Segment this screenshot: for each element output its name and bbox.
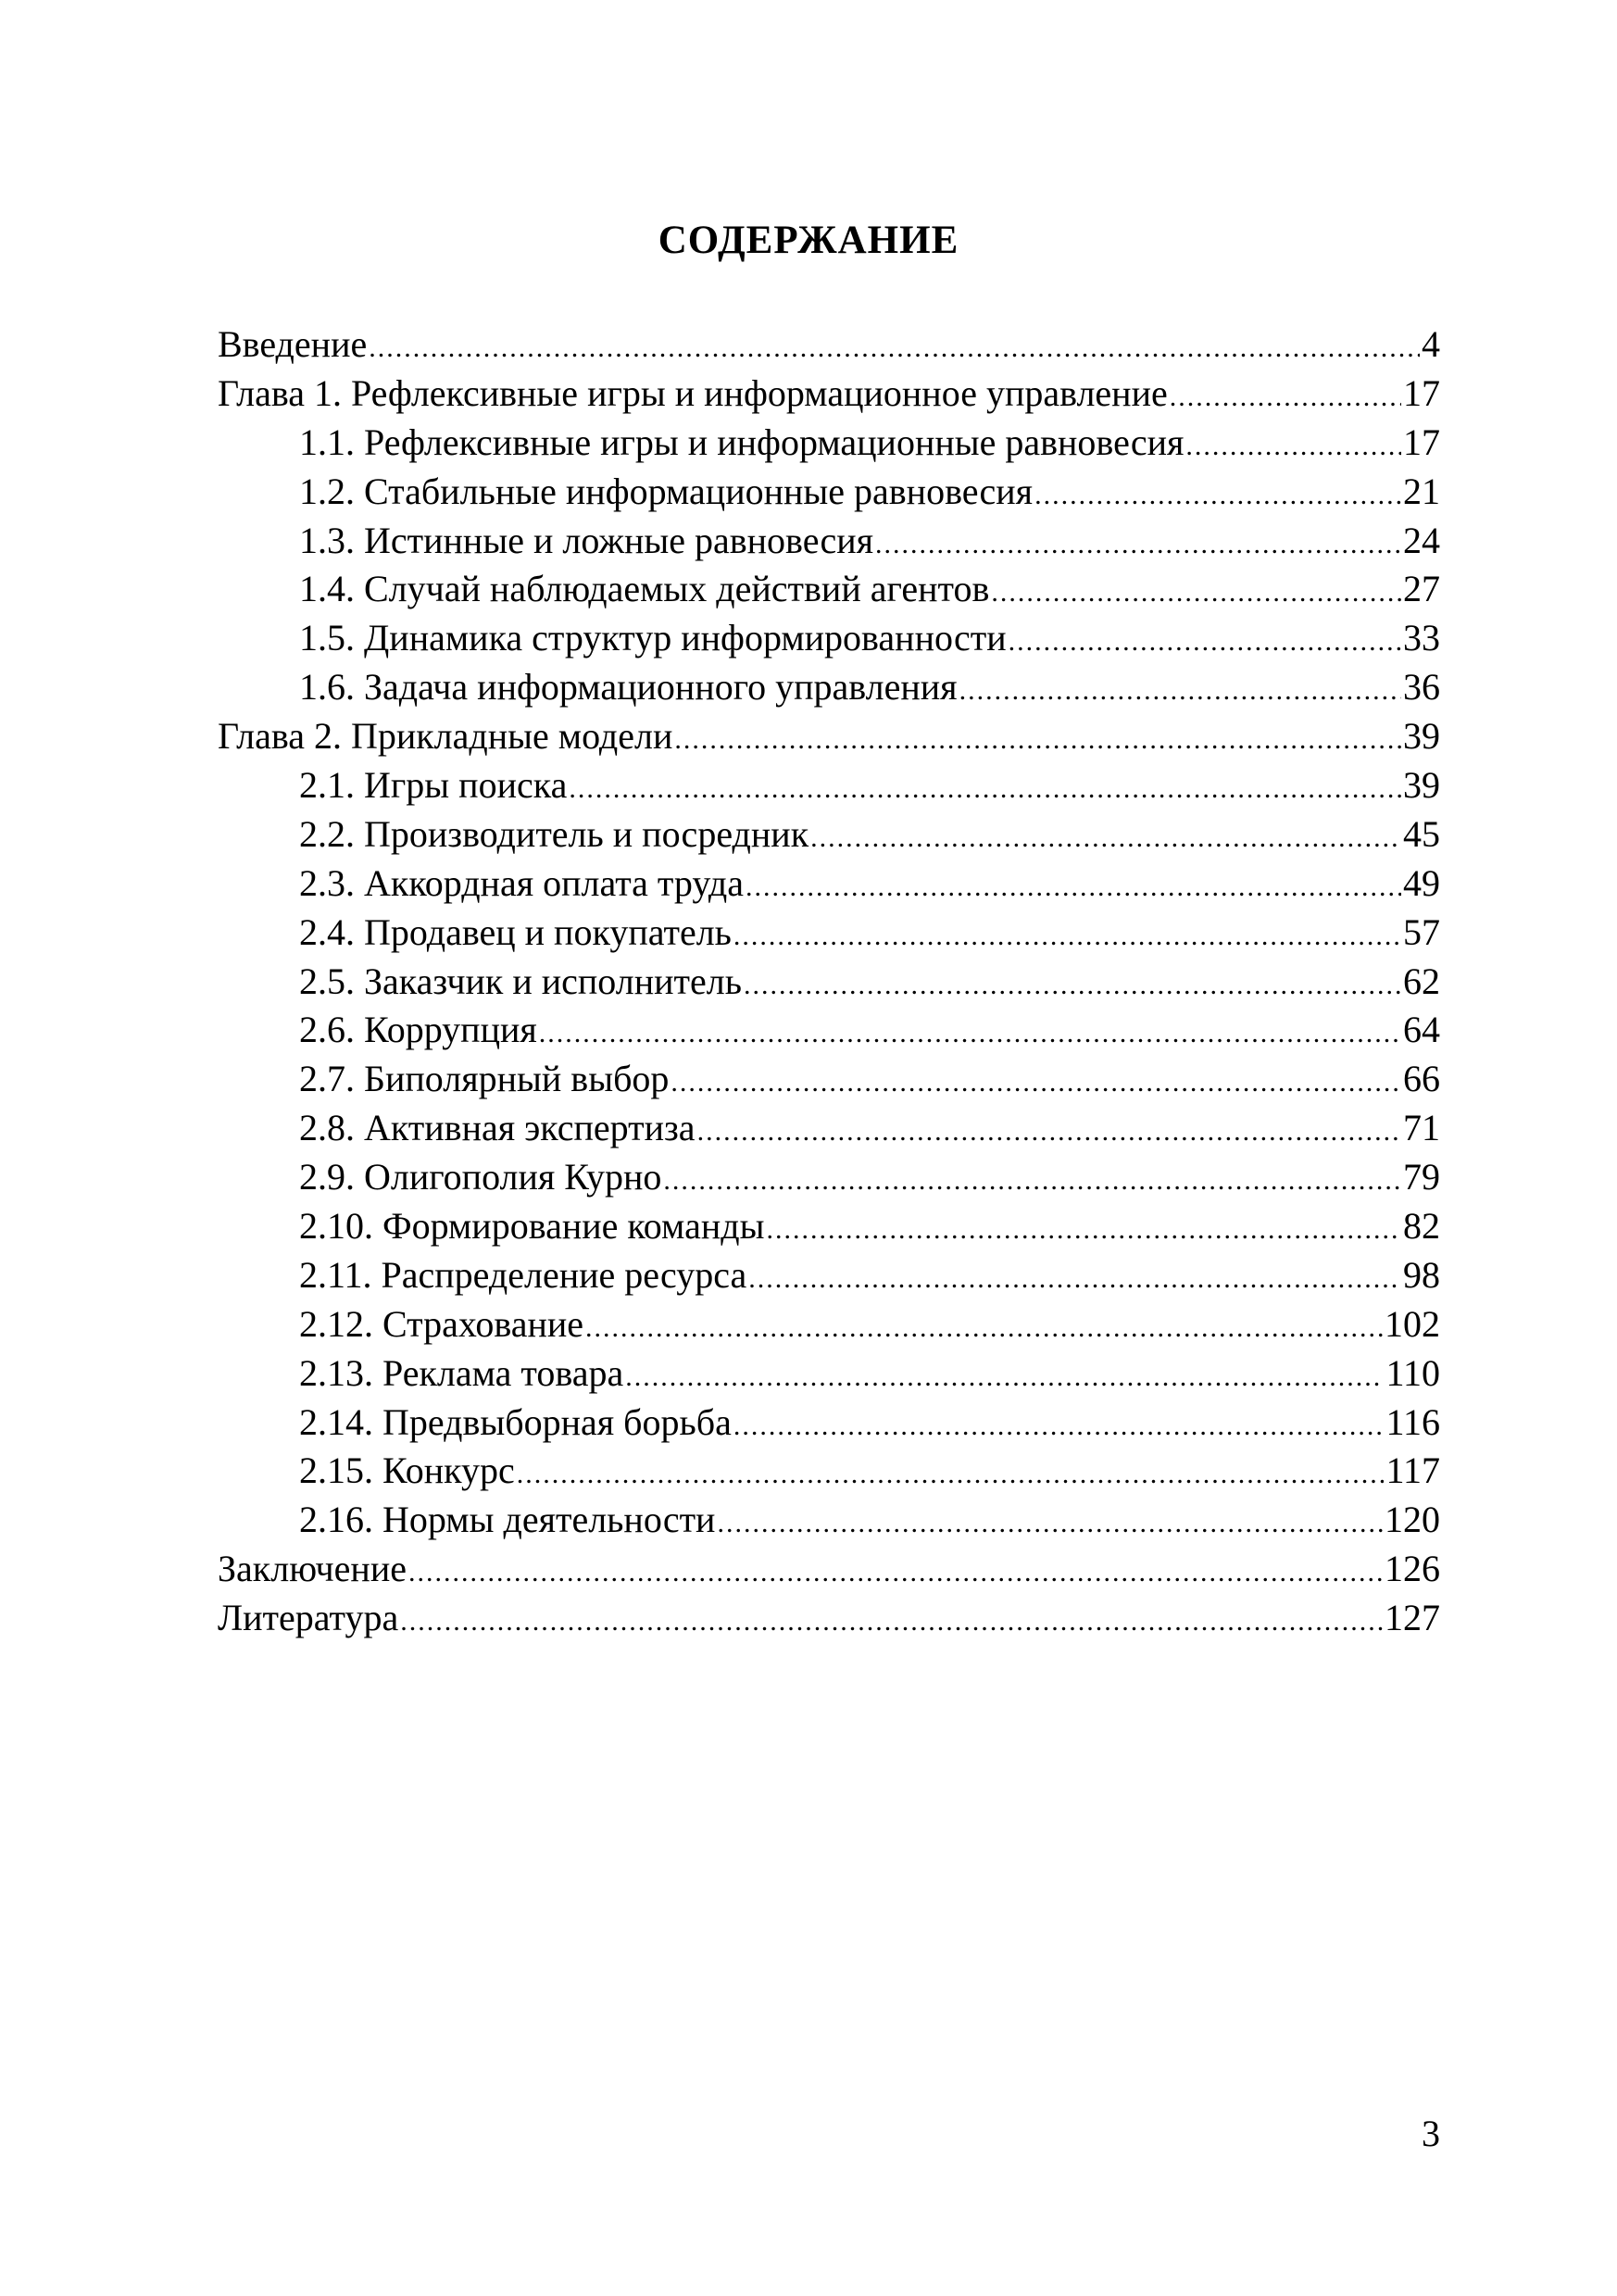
toc-entry-page: 49 <box>1403 861 1440 904</box>
toc-entry-title: 2.8. Активная экспертиза <box>299 1107 696 1149</box>
toc-entry-title: 2.7. Биполярный выбор <box>299 1058 670 1100</box>
toc-entry-page: 4 <box>1422 323 1440 365</box>
toc-entry-page: 62 <box>1403 960 1440 1002</box>
page-number: 3 <box>1422 2113 1440 2154</box>
toc-entry-page: 110 <box>1385 1351 1440 1394</box>
toc-entry[interactable] <box>218 1545 1440 1594</box>
toc-entry-title: Литература <box>218 1597 399 1639</box>
toc-entry-title: 2.13. Реклама товара <box>299 1351 624 1394</box>
toc-dot-leader <box>671 1059 1401 1107</box>
toc-entry-title: 2.10. Формирование команды <box>299 1205 765 1248</box>
toc-entry[interactable] <box>218 614 1440 663</box>
toc-entry-page: 66 <box>1403 1058 1440 1100</box>
toc-entry[interactable] <box>218 1349 1440 1399</box>
toc-entry-page: 64 <box>1403 1009 1440 1051</box>
toc-entry-page: 102 <box>1385 1302 1440 1345</box>
toc-entry-page: 17 <box>1403 371 1440 414</box>
toc-dot-leader <box>748 1255 1401 1303</box>
toc-dot-leader <box>810 814 1401 862</box>
toc-entry-title: 2.14. Предвыборная борьба <box>299 1400 732 1443</box>
toc-dot-leader <box>1185 422 1401 470</box>
toc-entry-page: 39 <box>1403 764 1440 807</box>
toc-dot-leader <box>674 716 1401 764</box>
toc-entry-title: 2.9. Олигополия Курно <box>299 1156 662 1198</box>
toc-entry[interactable] <box>218 1006 1440 1055</box>
toc-entry-page: 82 <box>1403 1205 1440 1248</box>
toc-dot-leader <box>1170 373 1401 421</box>
toc-entry-page: 57 <box>1403 910 1440 953</box>
toc-entry[interactable] <box>218 468 1440 517</box>
toc-dot-leader <box>959 667 1401 715</box>
toc-entry-title: 2.2. Производитель и посредник <box>299 812 809 855</box>
toc-dot-leader <box>1009 618 1401 666</box>
toc-entry[interactable] <box>218 1594 1440 1643</box>
toc-dot-leader <box>539 1010 1401 1058</box>
toc-entry-title: Глава 1. Рефлексивные игры и информационное управление <box>218 371 1168 414</box>
toc-dot-leader <box>408 1549 1383 1597</box>
toc-entry-title: 2.6. Коррупция <box>299 1009 537 1051</box>
toc-entry-page: 79 <box>1403 1156 1440 1198</box>
toc-entry-title: 1.4. Случай наблюдаемых действий агентов <box>299 568 990 610</box>
toc-entry-title: 2.16. Нормы деятельности <box>299 1499 716 1541</box>
toc-entry[interactable] <box>218 859 1440 909</box>
toc-entry[interactable] <box>218 712 1440 761</box>
table-of-contents <box>218 320 1440 1643</box>
toc-entry-page: 45 <box>1403 812 1440 855</box>
toc-entry-title: 1.2. Стабильные информационные равновесия <box>299 470 1034 512</box>
toc-entry[interactable] <box>218 663 1440 712</box>
toc-dot-leader <box>733 1402 1385 1450</box>
toc-entry-title: Введение <box>218 323 368 365</box>
toc-dot-leader <box>733 912 1401 960</box>
toc-dot-leader <box>400 1598 1383 1646</box>
toc-entry-title: 1.5. Динамика структур информированности <box>299 617 1007 659</box>
toc-entry[interactable] <box>218 370 1440 419</box>
toc-entry[interactable] <box>218 1104 1440 1153</box>
toc-dot-leader <box>1034 471 1401 520</box>
toc-entry[interactable] <box>218 1251 1440 1300</box>
toc-dot-leader <box>625 1353 1384 1401</box>
toc-entry-page: 27 <box>1403 568 1440 610</box>
toc-entry[interactable] <box>218 909 1440 958</box>
page-title: СОДЕРЖАНИЕ <box>658 219 959 262</box>
toc-dot-leader <box>744 961 1401 1010</box>
toc-dot-leader <box>746 863 1401 911</box>
toc-entry[interactable] <box>218 810 1440 859</box>
toc-entry-title: 2.1. Игры поиска <box>299 764 568 807</box>
toc-entry-title: 1.3. Истинные и ложные равновесия <box>299 519 874 561</box>
toc-entry-title: 1.1. Рефлексивные игры и информационные равновесия <box>299 420 1185 463</box>
toc-entry[interactable] <box>218 1496 1440 1545</box>
toc-entry[interactable] <box>218 958 1440 1007</box>
toc-entry-title: 2.5. Заказчик и исполнитель <box>299 960 742 1002</box>
toc-entry-title: Заключение <box>218 1548 407 1590</box>
toc-entry-page: 126 <box>1385 1548 1440 1590</box>
toc-entry-page: 21 <box>1403 470 1440 512</box>
toc-entry-title: 1.6. Задача информационного управления <box>299 666 958 709</box>
toc-dot-leader <box>585 1304 1383 1352</box>
toc-entry-page: 71 <box>1403 1107 1440 1149</box>
toc-entry[interactable] <box>218 320 1440 370</box>
toc-entry[interactable] <box>218 419 1440 468</box>
toc-dot-leader <box>517 1450 1385 1499</box>
toc-entry-title: Глава 2. Прикладные модели <box>218 715 673 758</box>
toc-dot-leader <box>663 1157 1401 1205</box>
toc-dot-leader <box>991 569 1401 617</box>
toc-entry-title: 2.15. Конкурс <box>299 1449 515 1492</box>
toc-dot-leader <box>766 1206 1401 1254</box>
toc-entry-page: 17 <box>1403 420 1440 463</box>
toc-entry[interactable] <box>218 565 1440 614</box>
toc-dot-leader <box>875 521 1401 569</box>
toc-entry-page: 39 <box>1403 715 1440 758</box>
toc-entry[interactable] <box>218 1055 1440 1104</box>
toc-entry-title: 2.3. Аккордная оплата труда <box>299 861 744 904</box>
toc-dot-leader <box>369 324 1420 372</box>
toc-entry[interactable] <box>218 1300 1440 1349</box>
toc-entry[interactable] <box>218 517 1440 566</box>
toc-entry-page: 127 <box>1385 1597 1440 1639</box>
toc-entry-page: 120 <box>1385 1499 1440 1541</box>
toc-entry-page: 98 <box>1403 1253 1440 1296</box>
toc-entry-title: 2.11. Распределение ресурса <box>299 1253 747 1296</box>
toc-dot-leader <box>717 1499 1383 1548</box>
toc-entry-page: 117 <box>1385 1449 1440 1492</box>
toc-entry-page: 24 <box>1403 519 1440 561</box>
toc-dot-leader <box>569 765 1401 813</box>
toc-entry[interactable] <box>218 1399 1440 1448</box>
toc-dot-leader <box>697 1108 1401 1156</box>
toc-entry[interactable] <box>218 761 1440 810</box>
toc-entry[interactable] <box>218 1202 1440 1251</box>
toc-entry-page: 36 <box>1403 666 1440 709</box>
toc-entry[interactable] <box>218 1153 1440 1202</box>
toc-entry[interactable] <box>218 1447 1440 1496</box>
toc-entry-page: 116 <box>1385 1400 1440 1443</box>
toc-entry-page: 33 <box>1403 617 1440 659</box>
toc-entry-title: 2.12. Страхование <box>299 1302 584 1345</box>
toc-entry-title: 2.4. Продавец и покупатель <box>299 910 732 953</box>
